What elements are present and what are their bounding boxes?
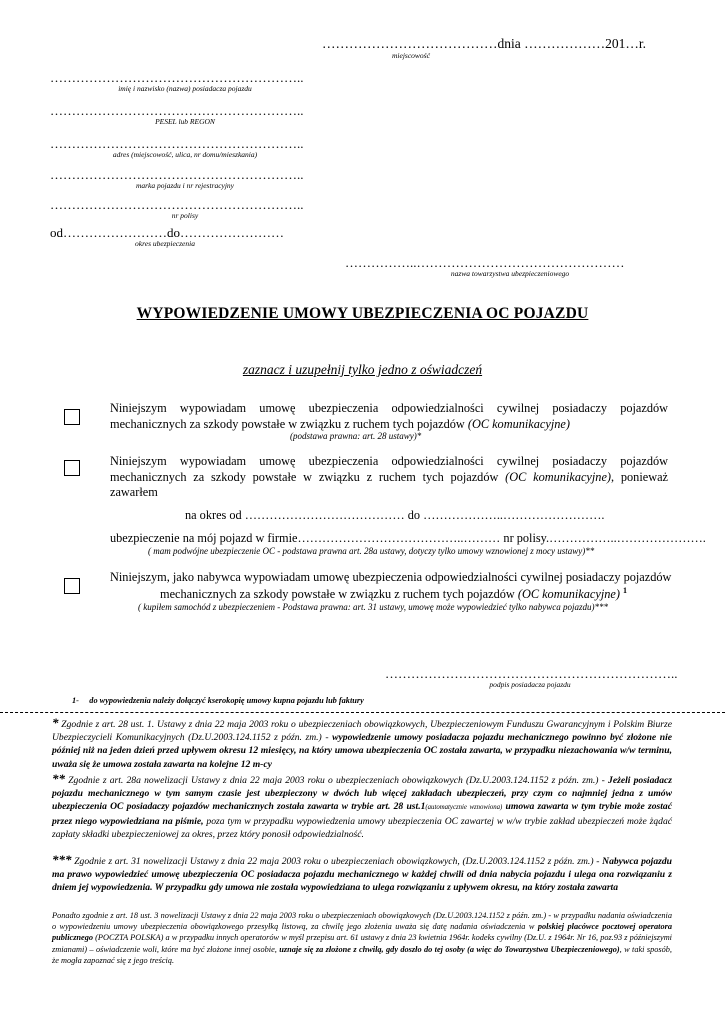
sender-field-policy[interactable]: ………………………………………………….. nr polisy [50, 197, 304, 220]
place-caption: miejscowość [392, 51, 430, 60]
instruction-text: zaznacz i uzupełnij tylko jedno z oświadczeń [242, 362, 483, 377]
option1-checkbox[interactable] [64, 409, 80, 425]
option2-statement: Niniejszym wypowiadam umowę ubezpieczenia odpowiedzialności cywilnej posiadaczy pojazdów mechanicznych za szkody powstałe w związku z ruchem tych pojazdów (OC komunikacyjne), ponieważ zawarłem [110, 454, 668, 499]
insurer-name-field[interactable]: ……………..………………………………………… nazwa towarzystwa ubezpieczeniowego [345, 255, 625, 278]
option3-line2: mechanicznych za szkody powstałe w związku z ruchem tych pojazdów (OC komunikacyjne) $^1$ [160, 586, 628, 602]
option2-vehicle-row[interactable]: ubezpieczenie na mój pojazd w firmie…………………………………..……… nr polisy.……………..…………………. [110, 531, 706, 545]
sender-field-address[interactable]: ………………………………………………….. adres (miejscowość, ulica, nr domu/mieszkania) [50, 136, 304, 159]
option3-basis: ( kupiłem samochód z ubezpieczeniem - Podstawa prawna: art. 31 ustawy, umowę może wypowiedzieć tylko nabywca pojazdu)*** [138, 602, 608, 612]
place-date-line[interactable]: …………………………………dnia ………………201…r. [322, 36, 646, 51]
option3-checkbox[interactable] [64, 578, 80, 594]
footnote-art31: *** Zgodnie z art. 31 nowelizacji Ustawy z dnia 22 maja 2003 roku o ubezpieczeniach obowiązkowych, (Dz.U.2003.124.1152 z późn. zm.) - Nabywca pojazdu ma prawo wypowiedzieć umowę ubezpieczenia OC posiadacza pojazdu mechanicznego w każdej chwili od dnia nabycia pojazdu i ulega ona rozwiązaniu z dniem jej wypowiedzenia. W przypadku gdy umowa nie została wypowiedziana to ulega rozwiązaniu z upływem okresu, na który została zawarta [52, 852, 673, 894]
signature-field[interactable]: ………………………………………………………….. podpis posiadacza pojazdu [385, 666, 678, 689]
footnote-art28a: ** Zgodnie z art. 28a nowelizacji Ustawy z dnia 22 maja 2003 roku o ubezpieczeniach obowiązkowych (Dz.U.2003.124.1152 z późn. zm.) - Jeżeli posiadacz pojazdu mechanicznego w tym samym czasie jest ubezpieczony w dwóch lub więcej zakładach ubezpieczeń, przy czym co najmniej jedna z umów ubezpieczenia OC posiadaczy pojazdów mechanicznych została zawarta w trybie art. 28 ust.1(automatycznie wznowiona) umowa zawarta w tym trybie może zostać przez niego wypowiedziana na piśmie, poza tym w przypadku wypowiedzenia umowy ubezpieczenia OC zawartej w w/w trybie zakład ubezpieczeń może żądać zapłaty składki ubezpieczeniowej za okres, przez który ponosił odpowiedzialność. [52, 771, 673, 840]
footnote-art18: Ponadto zgodnie z art. 18 ust. 3 nowelizacji Ustawy z dnia 22 maja 2003 roku o ubezpieczeniach obowiązkowych (Dz.U.2003.124.1152 z późn. zm.) - w przypadku nadania oświadczenia o wypowiedzeniu umowy ubezpieczenia obowiązkowego przesyłką listową, za chwilę jego złożenia uważa się datę nadania oświadczenia w polskiej placówce pocztowej operatora publicznego (POCZTA POLSKA) a w przypadku innych operatorów w myśl przepisu art. 61 ustawy z dnia 23 kwietnia 1964r. kodeks cywilny (Dz.U. z 1964r. Nr 16, poz.93 z późniejszymi zmianami) – oświadczenie woli, które ma być złożone innej osobie, uznaje się za złożone z chwilą, gdy doszło do tej osoby (a więc do Towarzystwa Ubezpieczeniowego), w taki sposób, że mogła zapoznać się z jego treścią. [52, 911, 672, 965]
footnote-art28: * Zgodnie z art. 28 ust. 1. Ustawy z dnia 22 maja 2003 roku o ubezpieczeniach obowiązkowych, Ubezpieczeniowym Funduszu Gwarancyjnym i Polskim Biurze Ubezpieczycieli Komunikacyjnych (Dz.U.2003.124.1152 z późn. zm.) - wypowiedzenie umowy posiadacza pojazdu mechanicznego powinno być złożone nie później niż na jeden dzień przed upływem okresu 12 miesięcy, na który umowa ubezpieczenia OC została zawarta, w przypadku niezachowania w/w terminu, uważa się że umowa została zawarta na kolejne 12 m-cy [52, 715, 672, 770]
insurance-period-field[interactable]: od……………………do…………………… okres ubezpieczenia [50, 225, 284, 248]
option2-basis: ( mam podwójne ubezpieczenie OC - podstawa prawna art. 28a ustawy, dotyczy tylko umowy wznowionej z mocy ustawy)** [148, 546, 595, 556]
sender-field-name[interactable]: ………………………………………………….. imię i nazwisko (nazwa) posiadacza pojazdu [50, 70, 304, 93]
sender-field-pesel[interactable]: ………………………………………………….. PESEL lub REGON [50, 103, 304, 126]
document-title: WYPOWIEDZENIE UMOWY UBEZPIECZENIA OC POJAZDU [136, 305, 589, 322]
option2-checkbox[interactable] [64, 460, 80, 476]
option2-period-row[interactable]: na okres od ………………………………… do ………………..……………………. [185, 508, 605, 522]
option1-statement: Niniejszym wypowiadam umowę ubezpieczenia odpowiedzialności cywilnej posiadaczy pojazdów mechanicznych za szkody powstałe w związku z ruchem tych pojazdów (OC komunikacyjne) [110, 401, 668, 431]
option1-basis: (podstawa prawna: art. 28 ustawy)* [290, 431, 422, 441]
attachment-note: 1- do wypowiedzenia należy dołączyć kserokopię umowy kupna pojazdu lub faktury [72, 696, 364, 705]
separator-line [0, 712, 725, 713]
option3-line1: Niniejszym, jako nabywca wypowiadam umowę ubezpieczenia odpowiedzialności cywilnej posiadaczy pojazdów [110, 570, 672, 584]
sender-field-vehicle[interactable]: ………………………………………………….. marka pojazdu i nr rejestracyjny [50, 167, 304, 190]
